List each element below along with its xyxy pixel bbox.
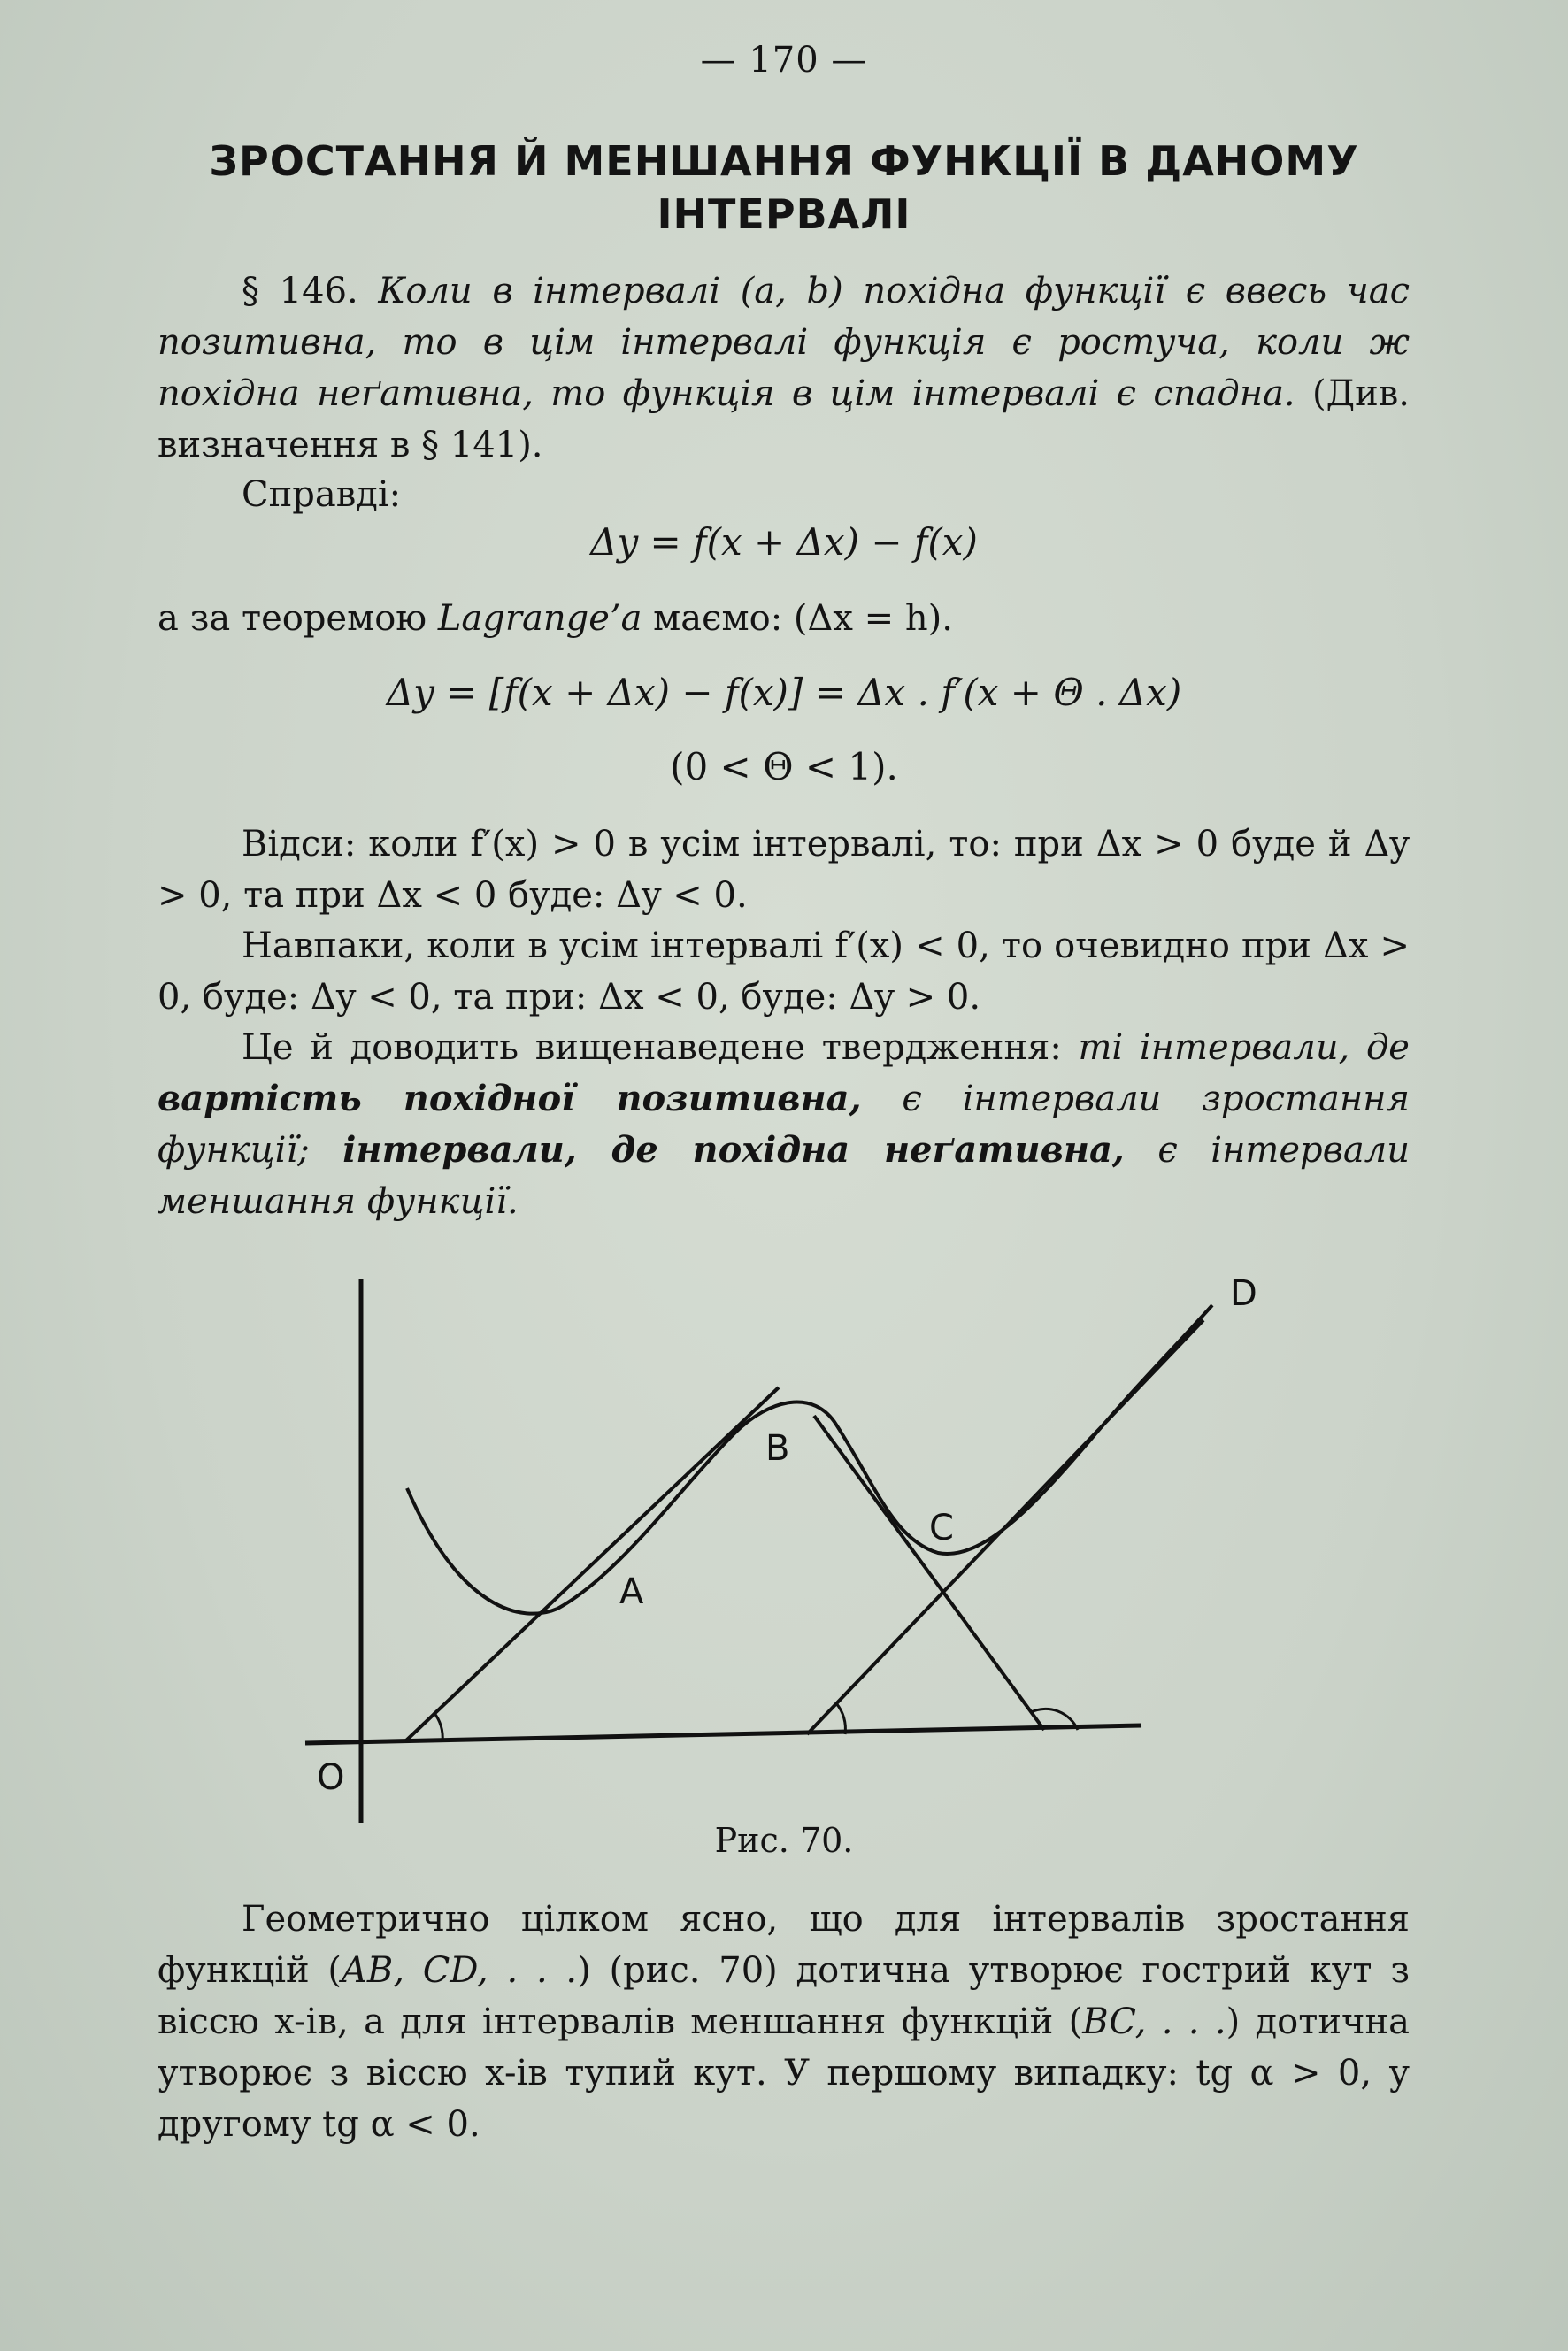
- formula-lagrange: Δy = [f(x + Δx) − f(x)] = Δx . f′(x + Θ . Δx): [386, 671, 1182, 714]
- geometric-ab: AB, CD, . . .: [342, 1950, 578, 1991]
- title-line-1: ЗРОСТАННЯ Й МЕНШАННЯ ФУНКЦІЇ В ДАНОМУ: [209, 137, 1359, 185]
- tangent-cd: [807, 1320, 1203, 1734]
- function-curve: [407, 1305, 1212, 1614]
- figure-caption: Рис. 70.: [714, 1821, 854, 1860]
- label-origin: O: [317, 1757, 345, 1798]
- section-mark: § 146.: [242, 271, 358, 311]
- x-axis: [305, 1725, 1141, 1743]
- tangent-bc: [814, 1416, 1044, 1730]
- paragraph-negative-case: Навпаки, коли в усім інтервалі f′(x) < 0, то очевидно при Δx > 0, буде: Δy < 0, та при: Δx < 0, буде: Δy > 0.: [158, 926, 1410, 1018]
- conclusion-bold-1: вартість похідної позитивна,: [158, 1078, 862, 1119]
- label-a: A: [619, 1571, 644, 1612]
- theorem-reference: (Див. визначення в § 141).: [158, 373, 1410, 465]
- conclusion-italic-3: є інтервали меншання функції.: [158, 1130, 1410, 1222]
- theorem-statement: Коли в інтервалі (a, b) похідна функції є ввесь час позитивна, то в цім інтервалі функція є ростуча, коли ж похідна неґативна, то функція в цім інтервалі є спадна.: [158, 271, 1410, 414]
- angle-arc-1: [434, 1712, 442, 1741]
- conclusion-italic-2: є інтервали зростання функції;: [158, 1079, 1410, 1171]
- geometric-text-c: ) дотична утворює з віссю x-ів тупий кут. У першому випадку: tg α > 0, у другому tg α < 0.: [158, 2001, 1410, 2145]
- lagrange-name: Lagrange’a: [437, 598, 642, 639]
- title-line-2: ІНТЕРВАЛІ: [657, 190, 911, 238]
- tangent-ab: [405, 1387, 779, 1741]
- page-number: — 170 —: [700, 40, 868, 81]
- lagrange-text-a: а за теоремою: [158, 598, 427, 639]
- conclusion-italic-1: ті інтервали, де: [1078, 1027, 1410, 1068]
- paragraph-positive-case: Відси: коли f′(x) > 0 в усім інтервалі, то: при Δx > 0 буде й Δy > 0, та при Δx < 0 буде: Δy < 0.: [158, 824, 1410, 916]
- geometric-text-b: ) (рис. 70) дотична утворює гострий кут з віссю x-ів, а для інтервалів меншання функцій (: [158, 1950, 1410, 2042]
- label-b: B: [765, 1428, 790, 1469]
- geometric-bc: BC, . . .: [1082, 2001, 1226, 2042]
- lagrange-text-b: маємо: (Δx = h).: [653, 598, 953, 639]
- label-d: D: [1230, 1273, 1257, 1314]
- conclusion-bold-2: інтервали, де похідна неґативна,: [342, 1129, 1125, 1171]
- formula-delta-y: Δy = f(x + Δx) − f(x): [590, 520, 978, 564]
- geometric-text-a: Геометрично цілком ясно, що для інтервалів зростання функцій (: [158, 1899, 1410, 1991]
- formula-theta-range: (0 < Θ < 1).: [670, 745, 898, 788]
- conclusion-text: Це й доводить вищенаведене твердження:: [242, 1027, 1062, 1068]
- paragraph-indeed: Справді:: [242, 474, 402, 515]
- label-c: C: [929, 1508, 954, 1548]
- paragraph-geometric: [158, 1894, 1410, 2150]
